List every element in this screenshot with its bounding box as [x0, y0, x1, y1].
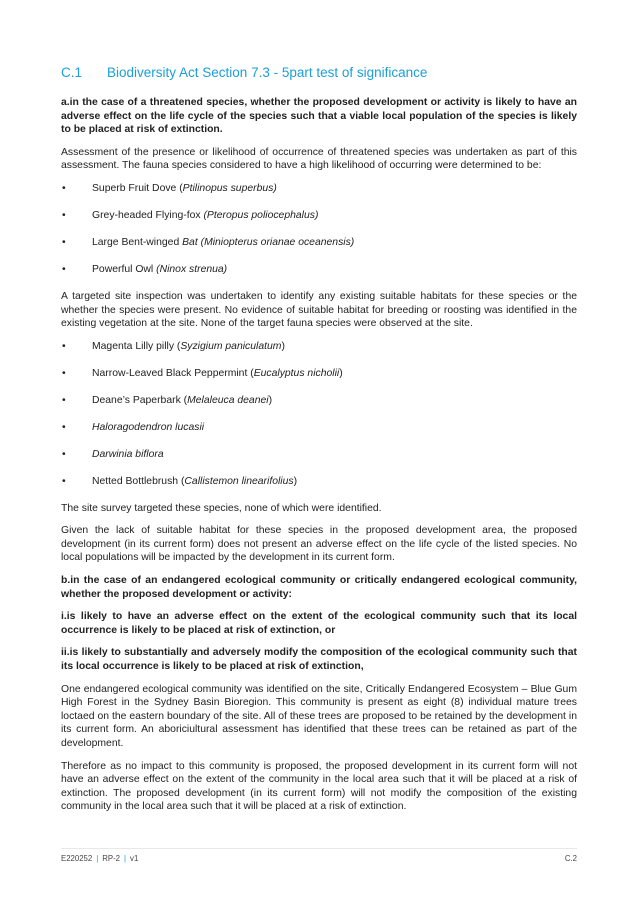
question-a: a.in the case of a threatened species, whether the proposed development or activity is likely to have an adverse effect on the life cycle of the species such that a viable local population of the species is likely to be placed at risk of extinction.: [61, 97, 577, 136]
bullet-icon: •: [62, 367, 66, 379]
survey-paragraph: The site survey targeted these species, none of which were identified.: [61, 502, 382, 514]
bullet-icon: •: [62, 475, 66, 487]
bullet-icon: •: [62, 394, 66, 406]
page-number: C.2: [564, 854, 577, 863]
flora-list: [61, 340, 577, 489]
footer-rp: RP-2: [102, 854, 121, 863]
question-b-ii: ii.is likely to substantially and adversely modify the composition of the ecological community such that its local occurrence is likely to be placed at risk of extinction,: [61, 647, 577, 672]
fauna-list: [61, 182, 577, 277]
footer-doc-info: [61, 854, 138, 863]
given-paragraph: Given the lack of suitable habitat for these species in the proposed development area, the proposed development (in its current form) does not present an adverse effect on the life cycle of the listed species. No local populations will be impacted by the development in its current form.: [61, 525, 577, 564]
question-b: b.in the case of an endangered ecological community or critically endangered ecological community, whether the proposed development or activity:: [61, 574, 577, 600]
bullet-icon: •: [62, 263, 66, 275]
list-item: • Haloragodendron lucasii: [62, 421, 205, 433]
assessment-paragraph: Assessment of the presence or likelihood of occurrence of threatened species was undertaken as part of this assessment. The fauna species considered to have a high likelihood of occurring were determined to be:: [61, 146, 577, 172]
list-item: • Powerful Owl (Ninox strenua): [62, 263, 228, 275]
bullet-icon: •: [62, 182, 66, 194]
section-heading: [61, 64, 577, 82]
page-content: [61, 64, 577, 823]
section-title: Biodiversity Act Section 7.3 - 5part test of significance: [107, 65, 428, 80]
list-item: • Grey-headed Flying-fox (Pteropus poliocephalus): [62, 209, 319, 221]
inspection-paragraph: A targeted site inspection was undertaken to identify any existing suitable habitats for these species or the whether the species were present. No evidence of suitable habitat for breeding or roosting was identified in the existing vegetation at the site. None of the target fauna species were observed at the site.: [61, 290, 577, 330]
list-item: • Deane’s Paperbark (Melaleuca deanei): [62, 394, 273, 406]
list-item: • Large Bent-winged Bat (Miniopterus orianae oceanensis): [62, 236, 355, 248]
footer-separator: |: [96, 854, 99, 863]
footer-divider: [61, 848, 577, 849]
page-footer: [61, 854, 577, 863]
list-item: • Magenta Lilly pilly (Syzigium paniculatum): [62, 340, 285, 352]
footer-separator: |: [124, 854, 127, 863]
footer-doc-id: E220252: [61, 854, 93, 863]
bullet-icon: •: [62, 236, 66, 248]
bullet-icon: •: [62, 421, 66, 433]
list-item: • Darwinia biflora: [62, 448, 164, 460]
section-number: C.1: [61, 65, 83, 80]
therefore-paragraph: Therefore as no impact to this community is proposed, the proposed development in its current form will not have an adverse effect on the extent of the community in the local area such that it will be placed at a risk of extinction. The proposed development (in its current form) will not modify the composition of the existing community in the local area such that it will be placed at a risk of extinction.: [61, 760, 577, 813]
bullet-icon: •: [62, 340, 66, 352]
question-b-i: i.is likely to have an adverse effect on the extent of the ecological community such that its local occurrence is likely to be placed at risk of extinction, or: [61, 611, 577, 636]
bullet-icon: •: [62, 448, 66, 460]
list-item: • Narrow-Leaved Black Peppermint (Eucalyptus nicholii): [62, 367, 343, 379]
bullet-icon: •: [62, 209, 66, 221]
community-paragraph: One endangered ecological community was identified on the site, Critically Endangered Ecosystem – Blue Gum High Forest in the Sydney Basin Bioregion. This community is present as eight (8) individual mature trees loctaed on the eastern boundary of the site. All of these trees are proposed to be retained by the development in its current form. An aboriciultural assessment has identified that these trees can be retained as part of the development.: [61, 683, 577, 749]
list-item: • Netted Bottlebrush (Callistemon linearifolius): [62, 475, 298, 487]
list-item: • Superb Fruit Dove (Ptilinopus superbus): [62, 182, 277, 194]
footer-version: v1: [130, 854, 139, 863]
